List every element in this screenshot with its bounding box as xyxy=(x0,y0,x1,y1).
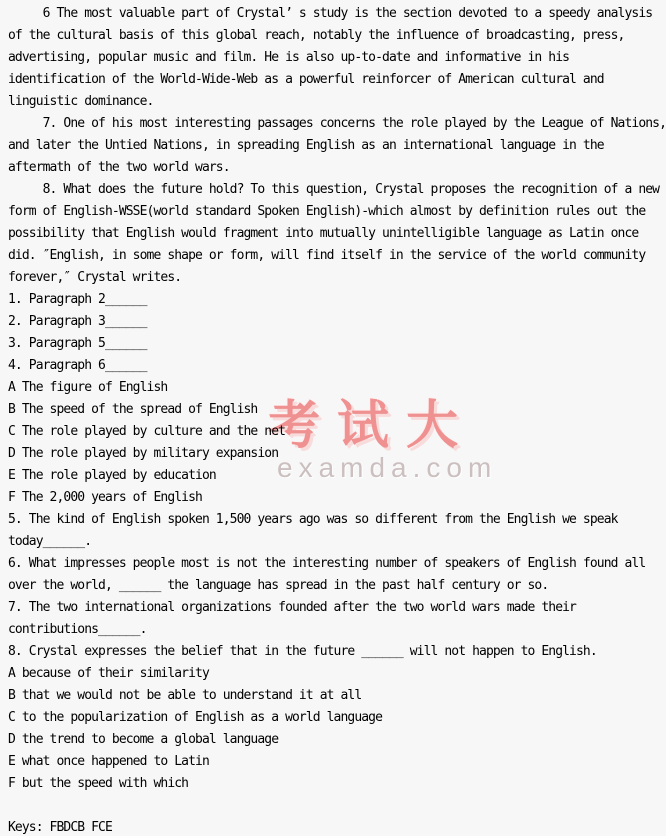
question-7-line-1: 7. The two international organizations founded after the two world wars made their xyxy=(8,600,576,615)
question-5-line-1: 5. The kind of English spoken 1,500 years ago was so different from the English we speak xyxy=(8,512,618,527)
option-f-headings: F The 2,000 years of English xyxy=(8,490,202,505)
paragraph-8-line-3: possibility that English would fragment into mutually unintelligible language as Latin once xyxy=(8,226,639,241)
paragraph-8-line-1: 8. What does the future hold? To this question, Crystal proposes the recognition of a new xyxy=(8,182,660,197)
question-3-paragraph-match: 3. Paragraph 5______ xyxy=(8,336,147,351)
option-a-sentences: A because of their similarity xyxy=(8,666,209,681)
option-e-sentences: E what once happened to Latin xyxy=(8,754,209,769)
question-5-line-2: today______. xyxy=(8,534,92,549)
option-e-headings: E The role played by education xyxy=(8,468,216,483)
paragraph-8-line-4: did. ″English, in some shape or form, will find itself in the service of the world community xyxy=(8,248,646,263)
option-d-sentences: D the trend to become a global language xyxy=(8,732,279,747)
paragraph-6-line-5: linguistic dominance. xyxy=(8,94,154,109)
paragraph-7-line-1: 7. One of his most interesting passages concerns the role played by the League of Nations, xyxy=(8,116,666,131)
paragraph-6-line-3: advertising, popular music and film. He is also up-to-date and informative in his xyxy=(8,50,570,65)
blank-line xyxy=(8,795,666,817)
question-4-paragraph-match: 4. Paragraph 6______ xyxy=(8,358,147,373)
paragraph-8-line-5: forever,″ Crystal writes. xyxy=(8,270,182,285)
paragraph-6-line-4: identification of the World-Wide-Web as a powerful reinforcer of American cultural and xyxy=(8,72,604,87)
option-d-headings: D The role played by military expansion xyxy=(8,446,279,461)
question-7-line-2: contributions______. xyxy=(8,622,147,637)
watermark-domain-text: examda.com xyxy=(277,452,498,483)
answer-keys-line: Keys: FBDCB FCE xyxy=(8,820,112,835)
question-2-paragraph-match: 2. Paragraph 3______ xyxy=(8,314,147,329)
paragraph-7-line-3: aftermath of the two world wars. xyxy=(8,160,230,175)
paragraph-6-line-2: of the cultural basis of this global reach, notably the influence of broadcasting, press, xyxy=(8,28,625,43)
option-a-headings: A The figure of English xyxy=(8,380,168,395)
paragraph-7-line-2: and later the Untied Nations, in spreading English as an international language in the xyxy=(8,138,604,153)
document-text xyxy=(8,3,666,836)
paragraph-6-line-1: 6 The most valuable part of Crystal’ s study is the section devoted to a speedy analysis xyxy=(8,6,653,21)
watermark-logo-text: 考试大 xyxy=(268,396,476,456)
question-6-line-1: 6. What impresses people most is not the interesting number of speakers of English found all xyxy=(8,556,646,571)
option-b-headings: B The speed of the spread of English xyxy=(8,402,258,417)
option-f-sentences: F but the speed with which xyxy=(8,776,189,791)
question-8-line-1: 8. Crystal expresses the belief that in the future ______ will not happen to English. xyxy=(8,644,597,659)
option-b-sentences: B that we would not be able to understand it at all xyxy=(8,688,362,703)
option-c-headings: C The role played by culture and the net xyxy=(8,424,286,439)
question-6-line-2: over the world, ______ the language has spread in the past half century or so. xyxy=(8,578,549,593)
paragraph-8-line-2: form of English-WSSE(world standard Spoken English)-which almost by definition rules out the xyxy=(8,204,646,219)
question-1-paragraph-match: 1. Paragraph 2______ xyxy=(8,292,147,307)
option-c-sentences: C to the popularization of English as a world language xyxy=(8,710,383,725)
